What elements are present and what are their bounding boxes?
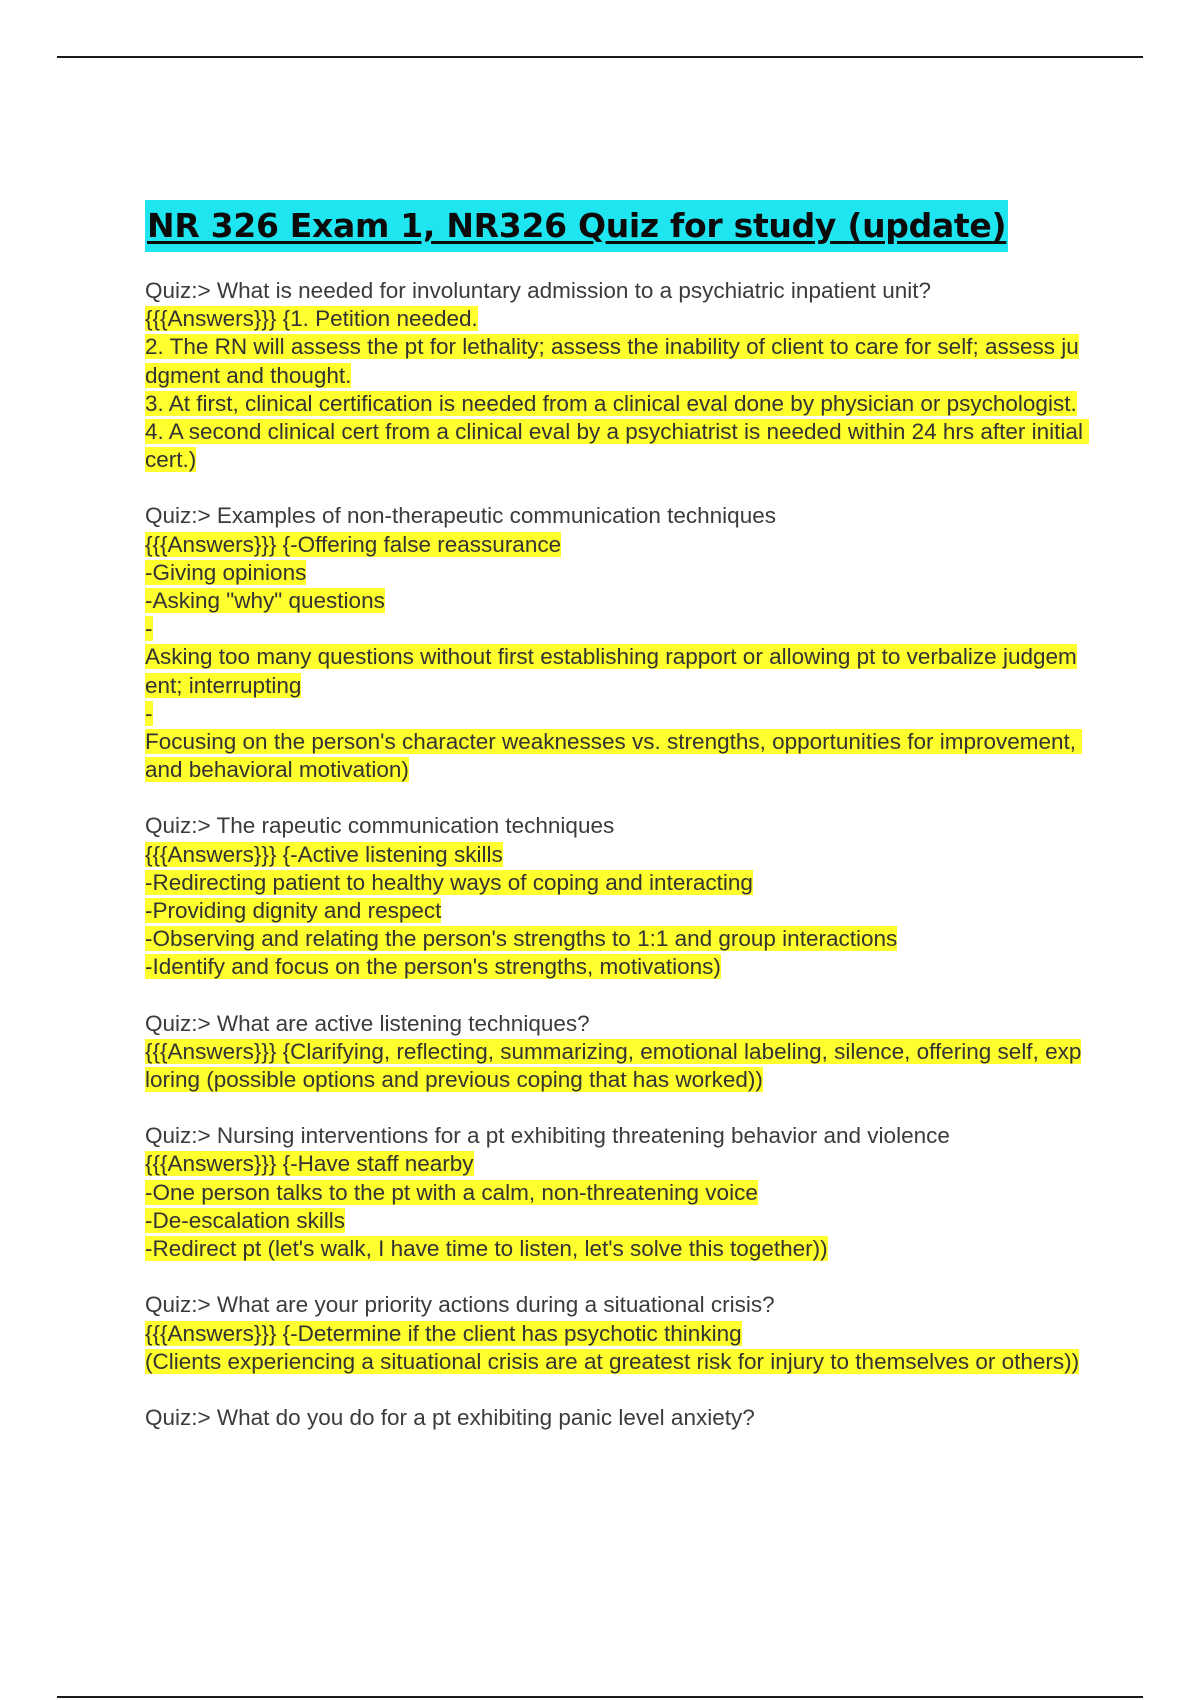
question-text: Quiz:> What are your priority actions during a situational crisis? <box>145 1292 775 1318</box>
qa-item <box>145 277 1085 474</box>
top-rule <box>57 56 1143 58</box>
document-body <box>145 200 1085 1432</box>
answer-text <box>145 305 1085 474</box>
qa-item <box>145 502 1085 784</box>
qa-item <box>145 1291 1085 1376</box>
answer-text <box>145 1150 1085 1263</box>
answer-highlight: {{{Answers}}} {-Determine if the client has psychotic thinking (Clients experiencing a situational crisis are at greatest risk for injury to themselves or others)) <box>145 1320 1080 1374</box>
qa-item <box>145 1010 1085 1095</box>
qa-item <box>145 1404 1085 1432</box>
question-text: Quiz:> What are active listening techniques? <box>145 1010 590 1036</box>
question-text: Quiz:> What do you do for a pt exhibiting panic level anxiety? <box>145 1404 755 1430</box>
question-text: Quiz:> Nursing interventions for a pt exhibiting threatening behavior and violence <box>145 1123 950 1149</box>
answer-highlight: {{{Answers}}} {-Have staff nearby -One person talks to the pt with a calm, non-threatening voice -De-escalation skills -Redirect pt (let's walk, I have time to listen, let's solve this together)) <box>145 1151 828 1262</box>
question-text: Quiz:> What is needed for involuntary admission to a psychiatric inpatient unit? <box>145 278 932 303</box>
answer-highlight: {{{Answers}}} {-Offering false reassurance -Giving opinions -Asking "why" questions - Asking too many questions without first establishing rapport or allowing pt to verbalize judgement; interrupting - Focusing on the person's character weaknesses vs. strengths, opportunities for improvement, and behavioral motivation) <box>145 532 1082 783</box>
answer-highlight: {{{Answers}}} {-Active listening skills -Redirecting patient to healthy ways of coping and interacting -Providing dignity and respect -Observing and relating the person's strengths to 1:1 and group interactions -Identify and focus on the person's strengths, motivations) <box>145 841 898 980</box>
answer-text <box>145 841 1085 982</box>
qa-item <box>145 812 1085 981</box>
answer-text <box>145 531 1085 785</box>
document-title-wrap <box>145 200 1085 252</box>
question-text: Quiz:> The rapeutic communication techniques <box>145 813 615 839</box>
question-text: Quiz:> Examples of non-therapeutic communication techniques <box>145 503 776 529</box>
qa-item <box>145 1122 1085 1263</box>
answer-highlight: {{{Answers}}} {1. Petition needed. 2. The RN will assess the pt for lethality; assess the inability of client to care for self; assess judgment and thought. 3. At first, clinical certification is needed from a clinical eval done by physician or psychologist. 4. A second clinical cert from a clinical eval by a psychiatrist is needed within 24 hrs after initial cert.) <box>145 306 1089 472</box>
answer-text <box>145 1038 1085 1094</box>
answer-highlight: {{{Answers}}} {Clarifying, reflecting, summarizing, emotional labeling, silence, offering self, exploring (possible options and previous coping that has worked)) <box>145 1038 1082 1093</box>
answer-text <box>145 1320 1085 1376</box>
document-title: NR 326 Exam 1, NR326 Quiz for study (update) <box>145 200 1008 252</box>
bottom-rule <box>57 1696 1143 1698</box>
